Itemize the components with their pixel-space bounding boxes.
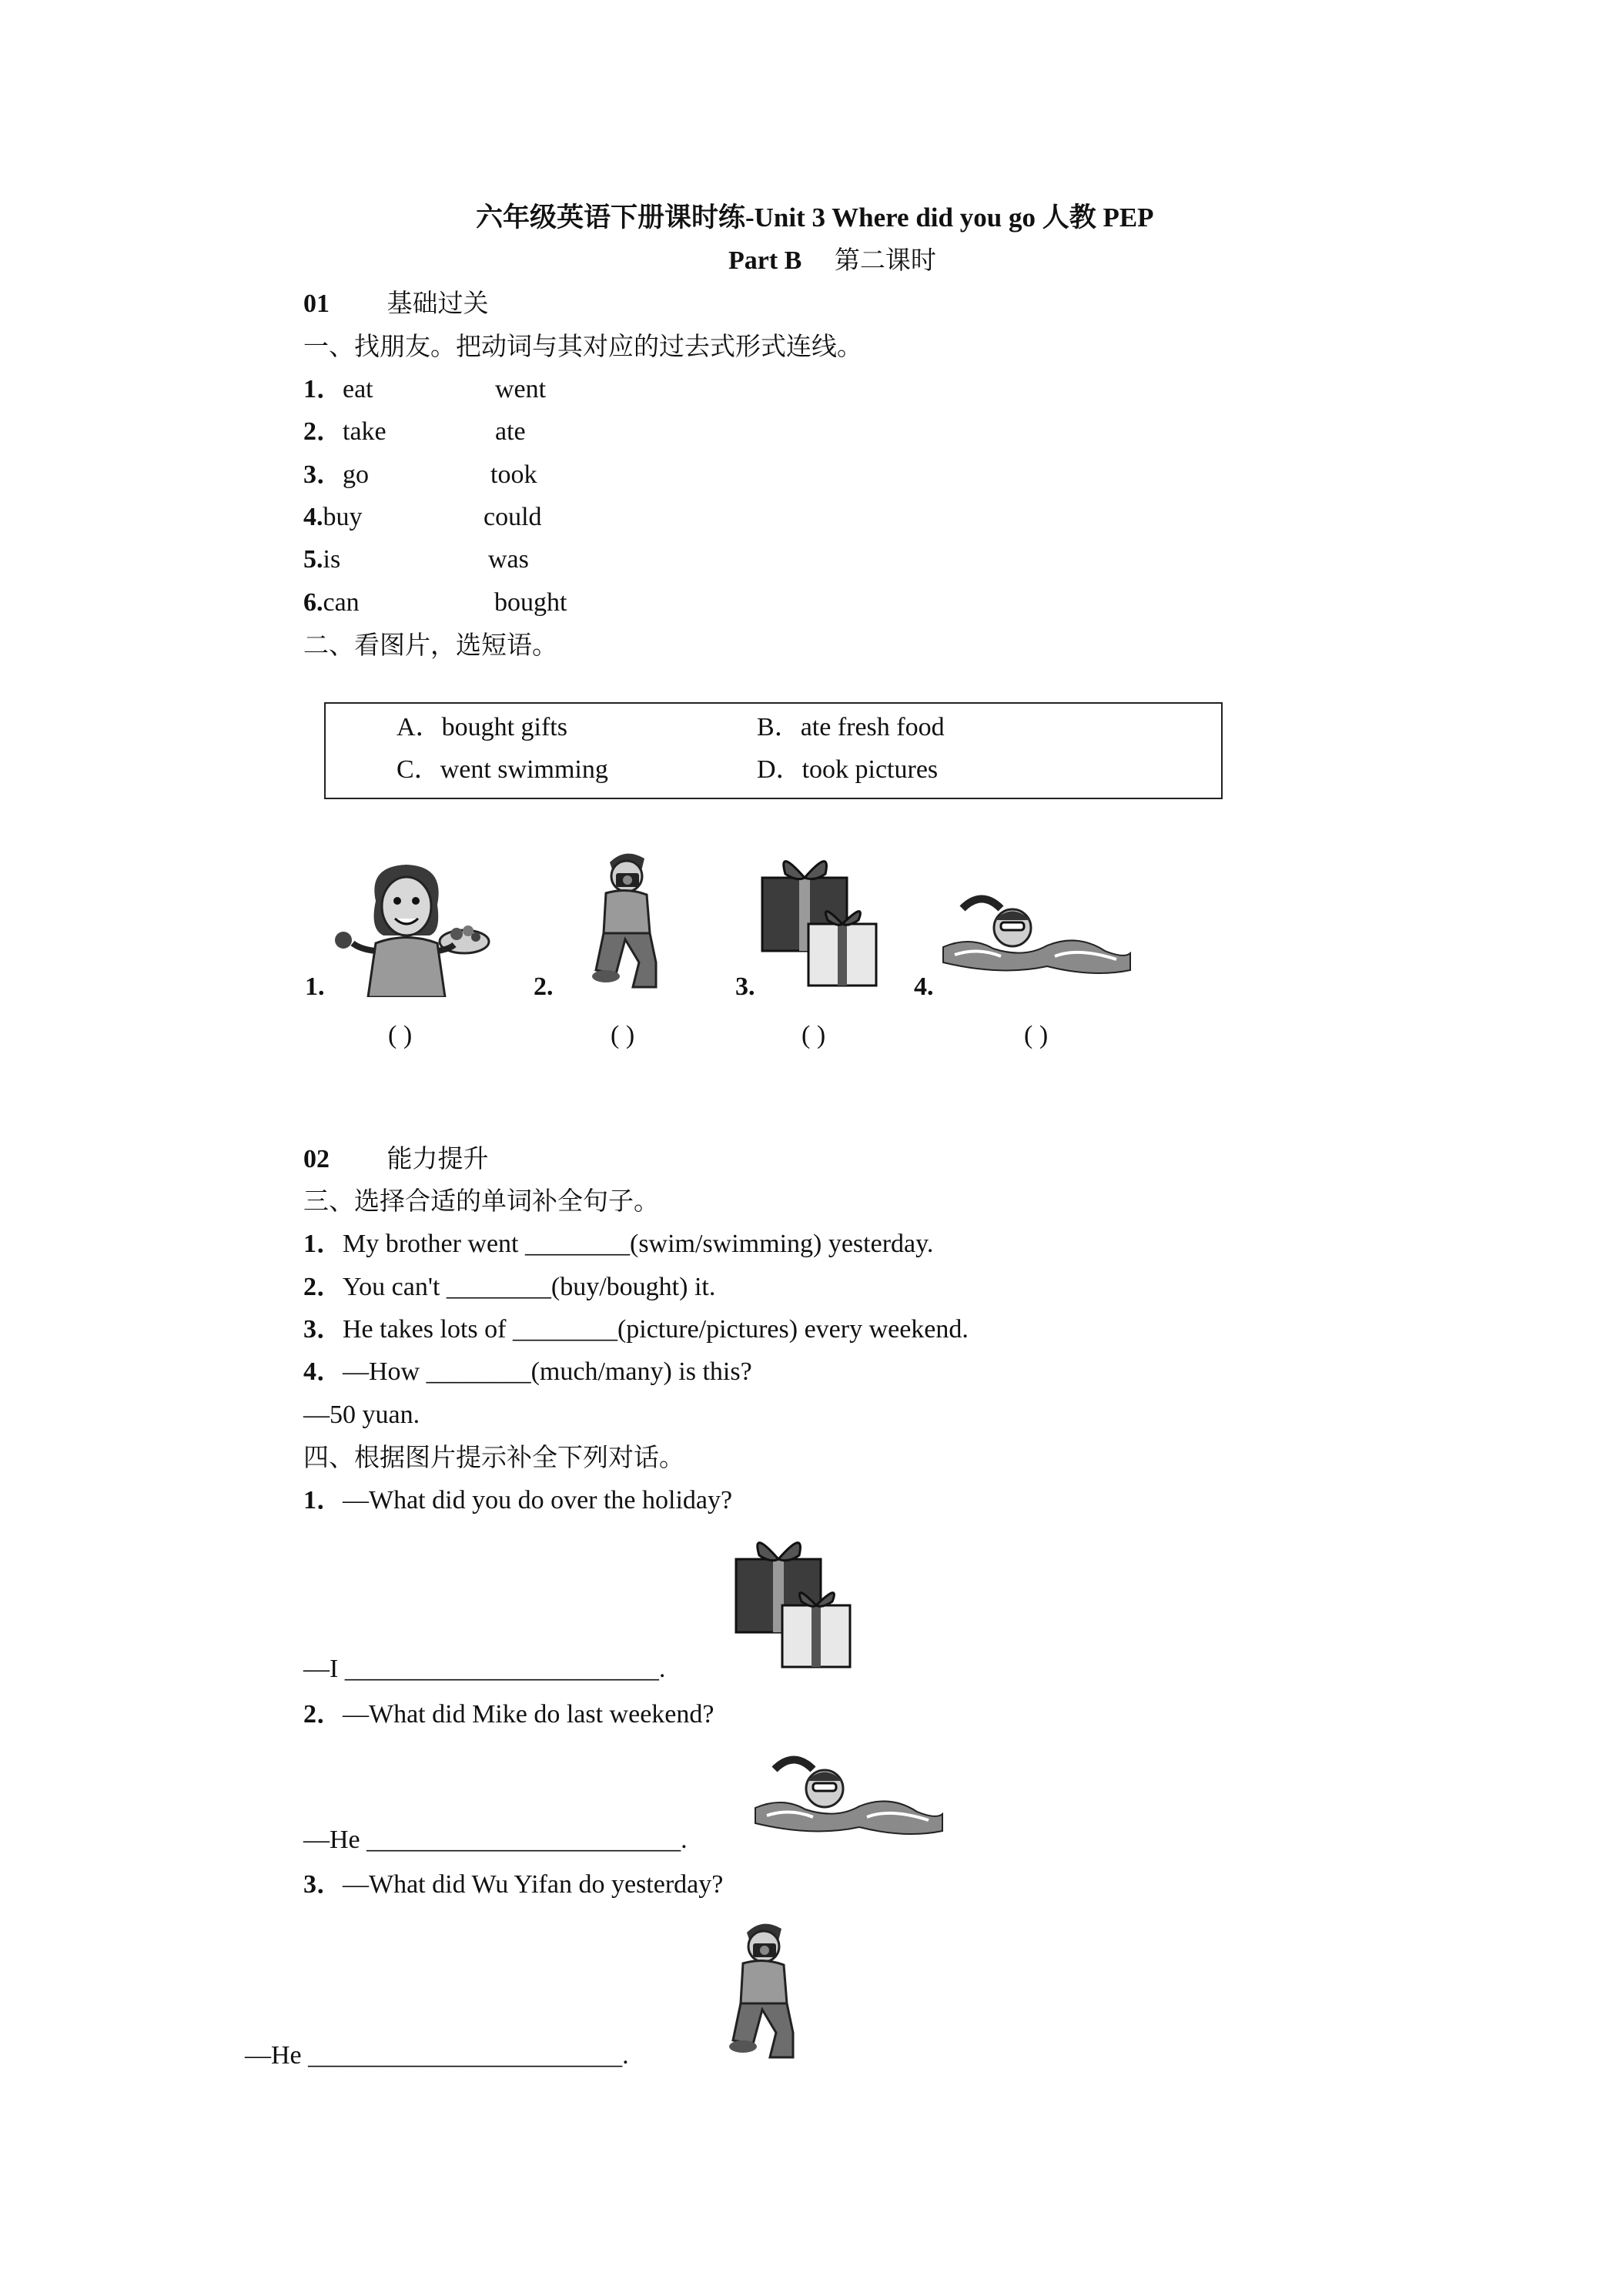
sentence-item (303, 1272, 715, 1304)
dialog-question (303, 1485, 732, 1517)
past-word: took (490, 460, 537, 489)
section-01-header (303, 288, 489, 320)
past-word: ate (495, 417, 526, 446)
question-text: —What did Wu Yifan do yesterday? (343, 1870, 724, 1899)
sentence-text: He takes lots of ________(picture/pictures) every weekend. (343, 1315, 969, 1344)
past-word: bought (494, 588, 567, 617)
picture-number: 4. (914, 972, 934, 1001)
item-number: 3． (303, 1870, 343, 1899)
section-name: 能力提升 (387, 1143, 489, 1173)
verb-word: buy (323, 503, 363, 531)
option-letter: B． (757, 713, 801, 741)
item-number: 1． (303, 1486, 343, 1514)
option-text: took pictures (801, 755, 939, 784)
option-letter: A． (397, 713, 442, 741)
row-number: 2． (303, 417, 343, 446)
page-title: 六年级英语下册课时练-Unit 3 Where did you go 人教 PEP (476, 202, 1154, 233)
item-number: 2． (303, 1273, 343, 1301)
past-word: was (488, 545, 529, 574)
sentence-text: —How ________(much/many) is this? (343, 1357, 752, 1386)
option-a (397, 712, 567, 744)
photographer-icon (716, 1917, 816, 2063)
verb-word: eat (343, 375, 373, 403)
swimmer-icon (939, 885, 1132, 978)
row-number: 1． (303, 375, 343, 403)
option-c (397, 755, 608, 786)
verb-word: is (323, 545, 341, 574)
page-subtitle (728, 245, 936, 277)
row-number: 5. (303, 545, 323, 574)
sentence-item (303, 1314, 969, 1346)
photographer-icon (579, 847, 679, 993)
answer-input[interactable]: —He ________________________. (303, 1826, 688, 1854)
picture-number: 2. (534, 972, 554, 1001)
answer-blank[interactable]: ( ) (388, 1021, 413, 1049)
verb-word: go (343, 460, 369, 489)
verb-word: take (343, 417, 387, 446)
answer-input[interactable]: —He ________________________. (245, 2041, 629, 2070)
option-text: ate fresh food (800, 713, 945, 741)
task3-heading: 三、选择合适的单词补全句子。 (303, 1186, 659, 1216)
option-letter: C． (397, 755, 440, 784)
option-d (757, 755, 938, 786)
match-row (303, 544, 340, 576)
answer-blank[interactable]: ( ) (801, 1021, 826, 1049)
match-row (303, 417, 387, 448)
sentence-text: My brother went ________(swim/swimming) yesterday. (343, 1230, 934, 1258)
question-text: —What did you do over the holiday? (343, 1486, 733, 1514)
match-row (303, 502, 363, 534)
task1-heading: 一、找朋友。把动词与其对应的过去式形式连线。 (303, 331, 862, 361)
item-number: 1． (303, 1230, 343, 1258)
girl-with-salad-icon (322, 858, 491, 997)
row-number: 3． (303, 460, 343, 489)
gift-boxes-icon (755, 847, 885, 993)
option-text: went swimming (440, 755, 608, 784)
option-letter: D． (757, 755, 802, 784)
lesson-label: 第二课时 (834, 245, 936, 275)
section-02-header (303, 1143, 489, 1176)
past-word: could (484, 503, 542, 531)
match-row (303, 587, 360, 619)
row-number: 6. (303, 588, 323, 617)
section-name: 基础过关 (387, 288, 489, 318)
sentence-item (303, 1357, 752, 1388)
answer-line: —50 yuan. (303, 1401, 420, 1429)
picture-number: 3. (735, 972, 755, 1001)
past-word: went (495, 375, 547, 403)
item-number: 3． (303, 1315, 343, 1344)
match-row (303, 460, 369, 491)
dialog-question (303, 1699, 714, 1731)
gift-boxes-icon (728, 1528, 859, 1675)
picture-number: 1. (305, 972, 325, 1001)
answer-blank[interactable]: ( ) (611, 1021, 635, 1049)
part-label: Part B (728, 246, 802, 275)
option-b (757, 712, 945, 744)
task2-heading: 二、看图片，选短语。 (303, 630, 557, 660)
question-text: —What did Mike do last weekend? (343, 1700, 714, 1729)
task4-heading: 四、根据图片提示补全下列对话。 (303, 1442, 684, 1472)
swimmer-icon (751, 1746, 944, 1839)
verb-word: can (323, 588, 360, 617)
answer-input[interactable]: —I ________________________. (303, 1655, 666, 1683)
item-number: 4． (303, 1357, 343, 1386)
dialog-question (303, 1869, 723, 1901)
match-row (303, 374, 373, 406)
item-number: 2． (303, 1700, 343, 1729)
row-number: 4. (303, 503, 323, 531)
section-number: 01 (303, 290, 330, 318)
sentence-item (303, 1229, 933, 1260)
sentence-text: You can't ________(buy/bought) it. (343, 1273, 716, 1301)
answer-blank[interactable]: ( ) (1024, 1021, 1049, 1049)
section-number: 02 (303, 1145, 330, 1173)
option-text: bought gifts (441, 713, 567, 741)
